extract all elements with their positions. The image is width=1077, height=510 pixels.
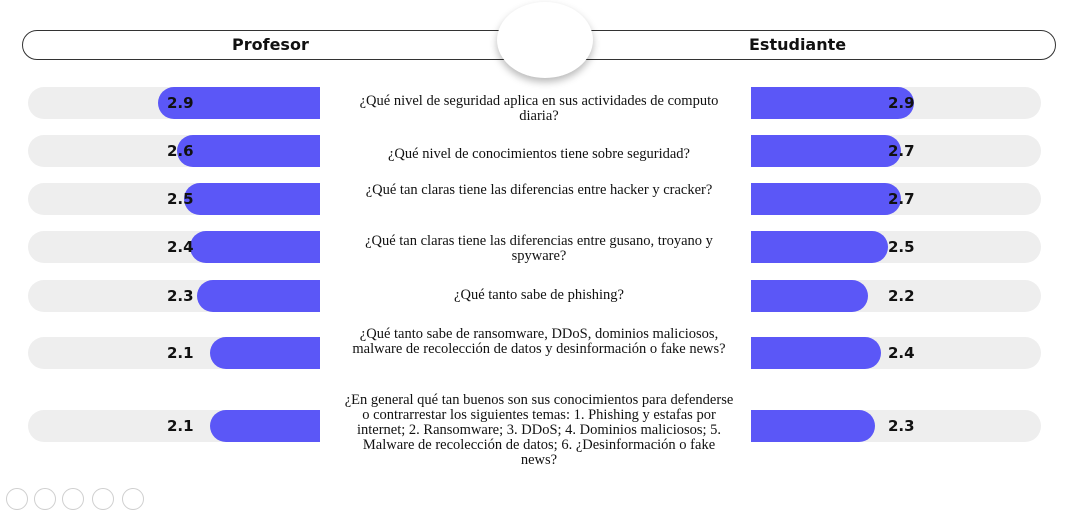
estudiante-value-label: 2.7 [888,142,915,160]
center-circle [497,2,593,78]
profesor-bar [177,135,320,167]
estudiante-bar [751,410,875,442]
estudiante-value-label: 2.2 [888,287,915,305]
question-label: ¿Qué tanto sabe de phishing? [454,287,624,303]
profesor-bar [184,183,321,215]
estudiante-bar [751,135,901,167]
question-label: ¿Qué nivel de seguridad aplica en sus actividades de computo diaria? [359,93,719,124]
profesor-label: Profesor [232,35,309,54]
estudiante-value-label: 2.3 [888,417,915,435]
profesor-bar [190,231,320,263]
edit-icon[interactable] [34,488,56,510]
profesor-value-label: 2.5 [167,190,194,208]
estudiante-bar [751,337,881,369]
profesor-value-label: 2.4 [167,238,194,256]
estudiante-value-label: 2.7 [888,190,915,208]
profesor-value-label: 2.1 [167,344,194,362]
estudiante-bar [751,280,868,312]
print-icon[interactable] [62,488,84,510]
question-label: ¿Qué tan claras tiene las diferencias entre gusano, troyano y spyware? [365,233,713,264]
more-icon[interactable] [122,488,144,510]
question-label: ¿Qué tanto sabe de ransomware, DDoS, dominios maliciosos, malware de recolección de datos y desinformación o fake news? [352,326,726,357]
estudiante-value-label: 2.4 [888,344,915,362]
question-label: ¿Qué tan claras tiene las diferencias entre hacker y cracker? [365,182,713,198]
profesor-bar [197,280,321,312]
profesor-value-label: 2.9 [167,94,194,112]
estudiante-bar [751,183,901,215]
estudiante-value-label: 2.9 [888,94,915,112]
question-label: ¿En general qué tan buenos son sus conocimientos para defenderse o contrarrestar los siguientes temas: 1. Phishing y estafas por internet; 2. Ransomware; 3. DDoS; 4. Dominios maliciosos; 5. Malware de recolección de datos; 6. ¿Desinformación o fake news? [344,392,734,468]
info-icon[interactable] [6,488,28,510]
help-icon[interactable] [92,488,114,510]
profesor-bar [210,337,321,369]
profesor-value-label: 2.3 [167,287,194,305]
question-label: ¿Qué nivel de conocimientos tiene sobre seguridad? [388,146,690,162]
profesor-bar [210,410,321,442]
estudiante-bar [751,231,888,263]
estudiante-label: Estudiante [749,35,847,54]
profesor-value-label: 2.6 [167,142,194,160]
profesor-value-label: 2.1 [167,417,194,435]
estudiante-value-label: 2.5 [888,238,915,256]
